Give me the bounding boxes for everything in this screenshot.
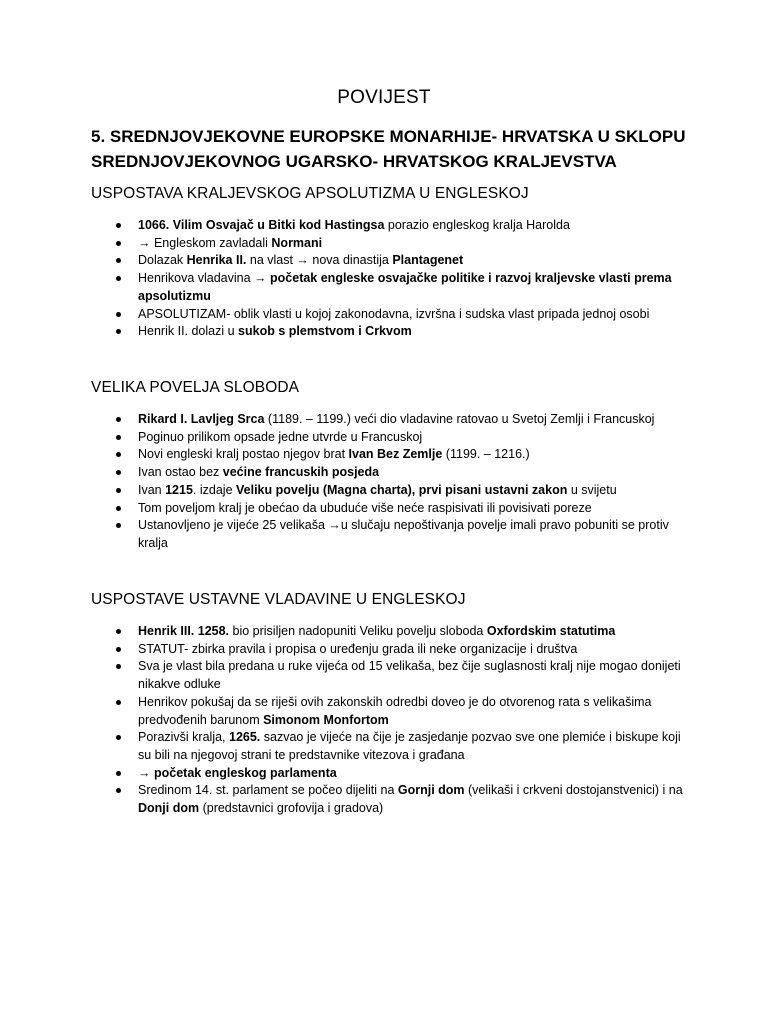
bullet-item: Sredinom 14. st. parlament se počeo dijeliti na Gornji dom (velikaši i crkveni dostojanstvenici) i na Donji dom (predstavnici grofovija i gradova): [91, 782, 691, 817]
bullet-item: Tom poveljom kralj je obećao da ubuduće više neće raspisivati ili povisivati poreze: [91, 500, 691, 518]
bullet-item: Dolazak Henrika II. na vlast → nova dinastija Plantagenet: [91, 252, 691, 270]
bullet-item: Novi engleski kralj postao njegov brat Ivan Bez Zemlje (1199. – 1216.): [91, 446, 691, 464]
bullet-item: APSOLUTIZAM- oblik vlasti u kojoj zakonodavna, izvršna i sudska vlast pripada jednoj osobi: [91, 306, 691, 324]
bullet-item: 1066. Vilim Osvajač u Bitki kod Hastingsa porazio engleskog kralja Harolda: [91, 217, 691, 235]
section-heading-absolutism: USPOSTAVA KRALJEVSKOG APSOLUTIZMA U ENGLESKOJ: [91, 185, 529, 202]
bullet-item: Porazivši kralja, 1265. sazvao je vijeće na čije je zasjedanje pozvao sve one plemiće i biskupe koji su bili na njegovoj strani te predstavnike vitezova i građana: [91, 729, 691, 764]
bullet-item: Henrik III. 1258. bio prisiljen nadopuniti Veliku povelju sloboda Oxfordskim statutima: [91, 623, 691, 641]
bullet-item: Henrikov pokušaj da se riješi ovih zakonskih odredbi doveo je do otvorenog rata s velikašima predvođenih barunom Simonom Monfortom: [91, 694, 691, 729]
bullet-list-magna-carta: [91, 411, 691, 553]
bullet-item: Henrik II. dolazi u sukob s plemstvom i Crkvom: [91, 323, 691, 341]
page-title: POVIJEST: [337, 87, 431, 108]
chapter-heading: 5. SREDNJOVJEKOVNE EUROPSKE MONARHIJE- HRVATSKA U SKLOPU SREDNJOVJEKOVNOG UGARSKO- HRVATSKOG KRALJEVSTVA: [91, 127, 686, 171]
bullet-item: Henrikova vladavina → početak engleske osvajačke politike i razvoj kraljevske vlasti prema apsolutizmu: [91, 270, 691, 305]
bullet-list-constitutional-rule: [91, 623, 691, 818]
bullet-item: Sva je vlast bila predana u ruke vijeća od 15 velikaša, bez čije suglasnosti kralj nije mogao donijeti nikakve odluke: [91, 658, 691, 693]
bullet-item: Ivan ostao bez većine francuskih posjeda: [91, 464, 691, 482]
bullet-item: Ivan 1215. izdaje Veliku povelju (Magna charta), prvi pisani ustavni zakon u svijetu: [91, 482, 691, 500]
bullet-item: STATUT- zbirka pravila i propisa o uređenju grada ili neke organizacije i društva: [91, 641, 691, 659]
bullet-item: Ustanovljeno je vijeće 25 velikaša →u slučaju nepoštivanja povelje imali pravo pobuniti se protiv kralja: [91, 517, 691, 552]
bullet-item: Poginuo prilikom opsade jedne utvrde u Francuskoj: [91, 429, 691, 447]
bullet-item: → Engleskom zavladali Normani: [91, 235, 691, 253]
bullet-list-absolutism: [91, 217, 691, 341]
section-heading-magna-carta: VELIKA POVELJA SLOBODA: [91, 379, 300, 396]
bullet-item: → početak engleskog parlamenta: [91, 765, 691, 783]
section-heading-constitutional-rule: USPOSTAVE USTAVNE VLADAVINE U ENGLESKOJ: [91, 591, 466, 608]
bullet-item: Rikard I. Lavljeg Srca (1189. – 1199.) veći dio vladavine ratovao u Svetoj Zemlji i Francuskoj: [91, 411, 691, 429]
